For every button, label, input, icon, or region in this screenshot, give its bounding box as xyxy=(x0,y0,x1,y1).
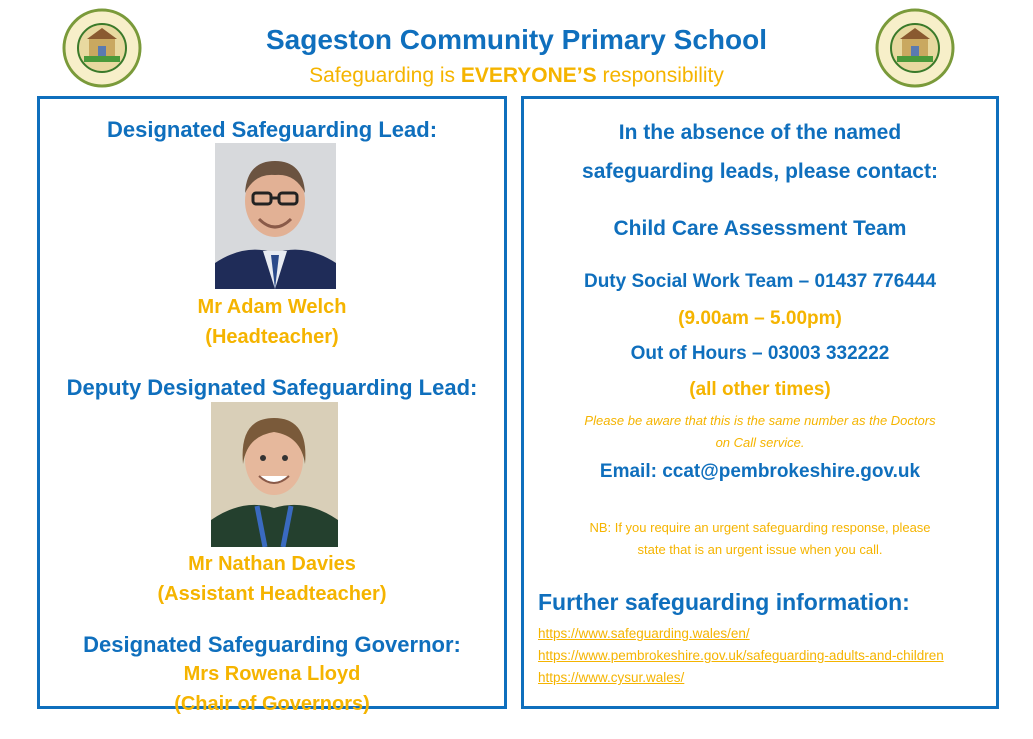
absence-line-2: safeguarding leads, please contact: xyxy=(582,160,938,183)
nb-line-1: NB: If you require an urgent safeguarding response, please xyxy=(589,520,931,535)
governor-role: (Chair of Governors) xyxy=(174,693,370,715)
ddsl-photo xyxy=(211,402,338,547)
link-safeguarding-wales[interactable]: https://www.safeguarding.wales/en/ xyxy=(538,626,750,641)
contacts-panel xyxy=(37,96,507,715)
dsl-photo xyxy=(215,143,336,289)
link-list xyxy=(538,623,990,689)
governor-heading: Designated Safeguarding Governor: xyxy=(83,632,461,657)
nb-line-2: state that is an urgent issue when you call. xyxy=(637,542,883,557)
ddsl-heading: Deputy Designated Safeguarding Lead: xyxy=(66,375,478,400)
dsl-name: Mr Adam Welch xyxy=(197,296,347,318)
further-info-heading: Further safeguarding information: xyxy=(538,589,910,615)
tagline-post: responsibility xyxy=(596,64,724,87)
absence-line-1: In the absence of the named xyxy=(618,121,902,144)
dsl-heading: Designated Safeguarding Lead: xyxy=(106,117,438,142)
tagline-emphasis: EVERYONE’S xyxy=(460,64,597,87)
email: Email: ccat@pembrokeshire.gov.uk xyxy=(599,461,921,482)
alternative-contacts-panel xyxy=(521,96,999,709)
team-name: Child Care Assessment Team xyxy=(613,217,907,240)
duty-team-phone: Duty Social Work Team – 01437 776444 xyxy=(583,271,937,292)
duty-hours: (9.00am – 5.00pm) xyxy=(678,308,842,329)
tagline xyxy=(0,64,1033,88)
out-of-hours-times: (all other times) xyxy=(689,379,831,400)
school-name: Sageston Community Primary School xyxy=(266,24,767,55)
out-of-hours-phone: Out of Hours – 03003 332222 xyxy=(630,343,890,364)
ddsl-name: Mr Nathan Davies xyxy=(188,553,356,575)
tagline-pre: Safeguarding is xyxy=(309,64,461,87)
ddsl-role: (Assistant Headteacher) xyxy=(157,583,387,605)
link-cysur[interactable]: https://www.cysur.wales/ xyxy=(538,670,685,685)
dsl-role: (Headteacher) xyxy=(205,326,339,348)
link-pembrokeshire[interactable]: https://www.pembrokeshire.gov.uk/safeguarding-adults-and-children xyxy=(538,648,944,663)
note-line-1: Please be aware that this is the same number as the Doctors xyxy=(584,413,936,428)
note-line-2: on Call service. xyxy=(715,435,805,450)
governor-name: Mrs Rowena Lloyd xyxy=(183,663,361,685)
